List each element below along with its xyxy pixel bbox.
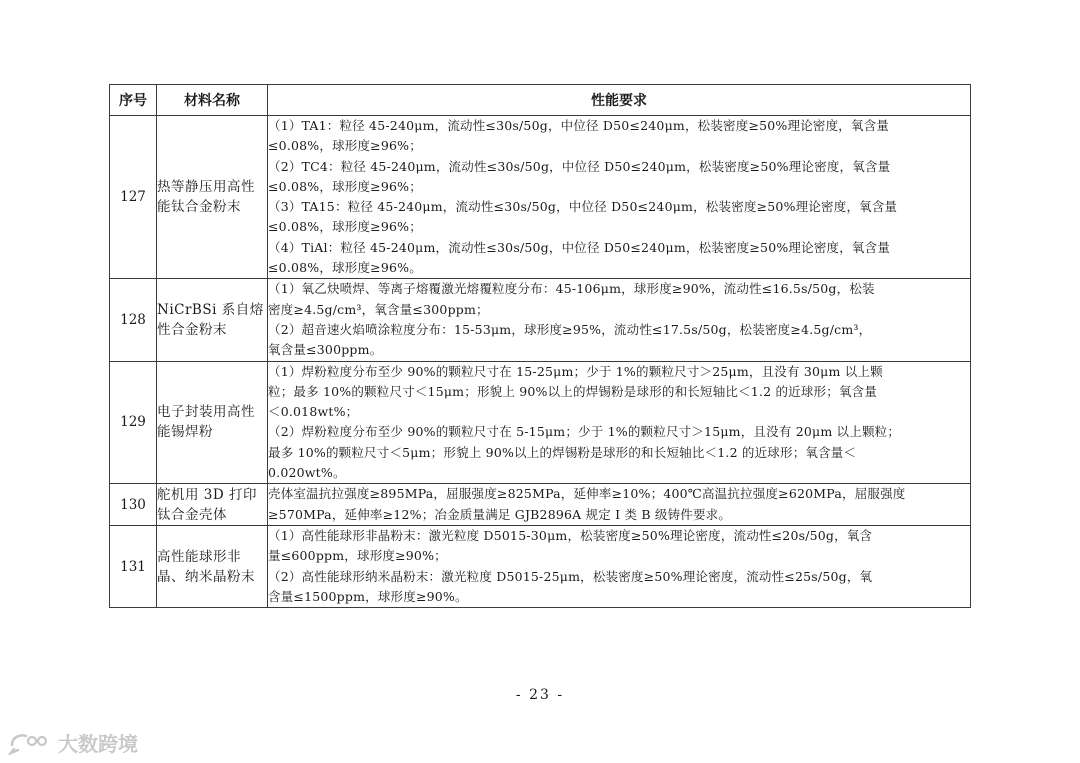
table-row (110, 361, 971, 484)
row-performance-requirements (268, 484, 971, 526)
requirement-line: （1）TA1：粒径 45-240μm，流动性≤30s/50g，中位径 D50≤240μm，松装密度≥50%理论密度，氧含量 (268, 118, 890, 133)
material-spec-table (109, 84, 971, 608)
requirement-line: 含量≤1500ppm，球形度≥90%。 (268, 588, 468, 604)
requirement-line: 密度≥4.5g/cm³，氧含量≤300ppm； (268, 301, 489, 317)
requirement-line: （1）高性能球形非晶粉末：激光粒度 D5015-30μm，松装密度≥50%理论密度，流动性≤20s/50g，氧含 (268, 527, 873, 543)
requirement-line: 最多 10%的颗粒尺寸＜5μm；形貌上 90%以上的焊锡粉是球形的和长短轴比＜1.2 的近球形；氧含量＜ (268, 444, 857, 460)
row-serial-number: 131 (110, 525, 157, 607)
header-material-name: 材料名称 (157, 85, 268, 116)
row-serial-number: 130 (110, 484, 157, 526)
header-performance-requirements: 性能要求 (268, 85, 971, 116)
requirement-line: ＜0.018wt%； (268, 404, 359, 420)
speech-bubble-logo-icon (8, 731, 52, 755)
requirement-line: 粒；最多 10%的颗粒尺寸＜15μm；形貌上 90%以上的焊锡粉是球形的和长短轴比＜1.2 的近球形；氧含量 (268, 383, 878, 399)
requirement-line: ≤0.08%，球形度≥96%； (268, 178, 422, 194)
row-serial-number: 127 (110, 116, 157, 279)
table-row (110, 525, 971, 607)
table-row (110, 484, 971, 526)
row-material-name: 高性能球形非晶、纳米晶粉末 (157, 525, 268, 607)
requirement-line: （1）氧乙炔喷焊、等离子熔覆激光熔覆粒度分布：45-106μm，球形度≥90%，流动性≤16.5s/50g，松装 (268, 281, 875, 297)
row-material-name: 舵机用 3D 打印钛合金壳体 (157, 484, 268, 526)
row-serial-number: 128 (110, 279, 157, 361)
row-serial-number: 129 (110, 361, 157, 484)
row-performance-requirements (268, 525, 971, 607)
requirement-line: （1）焊粉粒度分布至少 90%的颗粒尺寸在 15-25μm；少于 1%的颗粒尺寸＞25μm，且没有 30μm 以上颗 (268, 363, 883, 379)
header-serial-number: 序号 (110, 85, 157, 116)
page-number: - 23 - (515, 687, 565, 703)
table-header-row (110, 85, 971, 116)
requirement-line: （4）TiAl：粒径 45-240μm，流动性≤30s/50g，中位径 D50≤240μm，松装密度≥50%理论密度，氧含量 (268, 239, 891, 255)
requirement-line: ≤0.08%，球形度≥96%。 (268, 260, 422, 276)
table-row (110, 279, 971, 361)
requirement-line: （2）焊粉粒度分布至少 90%的颗粒尺寸在 5-15μm；少于 1%的颗粒尺寸＞15μm，且没有 20μm 以上颗粒； (268, 424, 901, 440)
row-material-name: NiCrBSi 系自熔性合金粉末 (157, 279, 268, 361)
table-row (110, 116, 971, 279)
row-performance-requirements (268, 279, 971, 361)
requirement-line: 氧含量≤300ppm。 (268, 342, 383, 358)
requirement-line: ≤0.08%，球形度≥96%； (268, 138, 422, 154)
requirement-line: ≥570MPa，延伸率≥12%；冶金质量满足 GJB2896A 规定 I 类 B 级铸件要求。 (268, 506, 732, 522)
requirement-line: 量≤600ppm，球形度≥90%； (268, 548, 447, 564)
requirement-line: （2）高性能球形纳米晶粉末：激光粒度 D5015-25μm，松装密度≥50%理论密度，流动性≤25s/50g，氧 (268, 568, 873, 584)
row-material-name: 热等静压用高性能钛合金粉末 (157, 116, 268, 279)
row-performance-requirements (268, 116, 971, 279)
row-performance-requirements (268, 361, 971, 484)
watermark (8, 728, 138, 757)
watermark-text: 大数跨境 (58, 732, 138, 756)
requirement-line: （3）TA15：粒径 45-240μm，流动性≤30s/50g，中位径 D50≤240μm，松装密度≥50%理论密度，氧含量 (268, 199, 898, 215)
requirement-line: 0.020wt%。 (268, 465, 346, 481)
row-material-name: 电子封装用高性能锡焊粉 (157, 361, 268, 484)
requirement-line: ≤0.08%，球形度≥96%； (268, 219, 422, 235)
requirement-line: （2）超音速火焰喷涂粒度分布：15-53μm，球形度≥95%，流动性≤17.5s/50g，松装密度≥4.5g/cm³， (268, 321, 872, 337)
requirement-line: （2）TC4：粒径 45-240μm，流动性≤30s/50g，中位径 D50≤240μm，松装密度≥50%理论密度，氧含量 (268, 158, 891, 174)
requirement-line: 壳体室温抗拉强度≥895MPa，屈服强度≥825MPa，延伸率≥10%；400℃高温抗拉强度≥620MPa，屈服强度 (268, 486, 906, 502)
